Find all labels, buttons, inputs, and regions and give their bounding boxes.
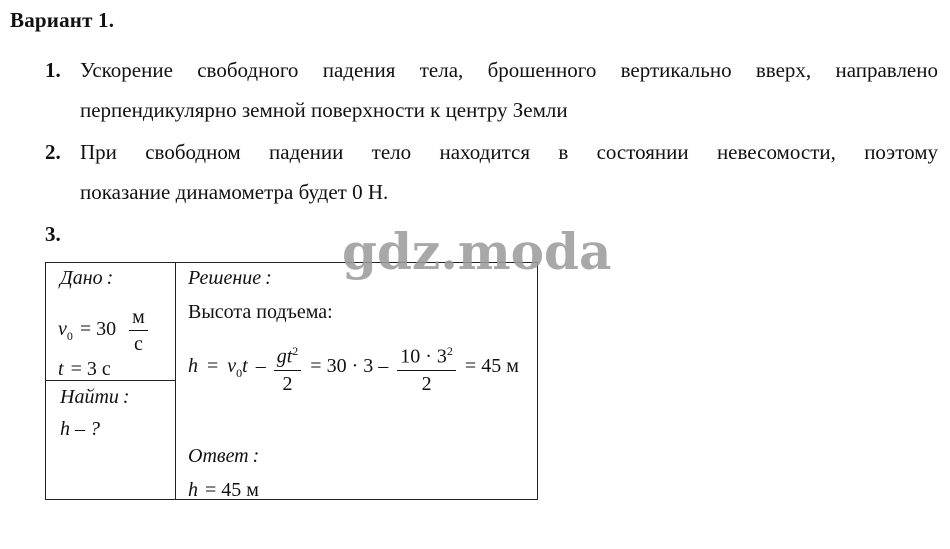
item-number: 3. <box>45 222 61 246</box>
answer-value: h = 45 м <box>188 479 259 501</box>
unit-fraction: $\frac{м}{с}$ <box>129 304 148 357</box>
given-t: t = 3 с <box>58 358 111 380</box>
given-header: Дано : <box>60 267 114 289</box>
solution-label: Высота подъема: <box>188 301 333 323</box>
find-value: h – ? <box>60 418 100 440</box>
item-text-line: При свободном падении тело находится в состоянии невесомости, поэтому <box>80 140 938 164</box>
item-number: 2. <box>45 140 61 164</box>
height-formula: $h = v_0t$ – $\frac{gt^2}{2}$ = 30 · 3 – $\frac{10 \cdot 3^2}{2}$ = 45 м <box>188 338 519 397</box>
watermark: gdz.moda <box>342 222 612 281</box>
variant-title: Вариант 1. <box>10 8 115 32</box>
item-text-line: Ускорение свободного падения тела, брошенного вертикально вверх, направлено <box>80 58 938 82</box>
solution-header: Решение : <box>188 267 272 289</box>
fraction-gt2: $\frac{gt^2}{2}$ <box>274 338 302 397</box>
find-header: Найти : <box>60 386 130 408</box>
answer-header: Ответ : <box>188 445 260 467</box>
fraction-numeric: $\frac{10 \cdot 3^2}{2}$ <box>397 338 456 397</box>
item-number: 1. <box>45 58 61 82</box>
item-text-line: показание динамометра будет 0 Н. <box>80 180 389 204</box>
table-divider <box>175 262 176 500</box>
item-text-line: перпендикулярно земной поверхности к центру Земли <box>80 98 568 122</box>
given-v0: $v_0 = 30$ $\frac{м}{с}$ <box>58 304 148 357</box>
